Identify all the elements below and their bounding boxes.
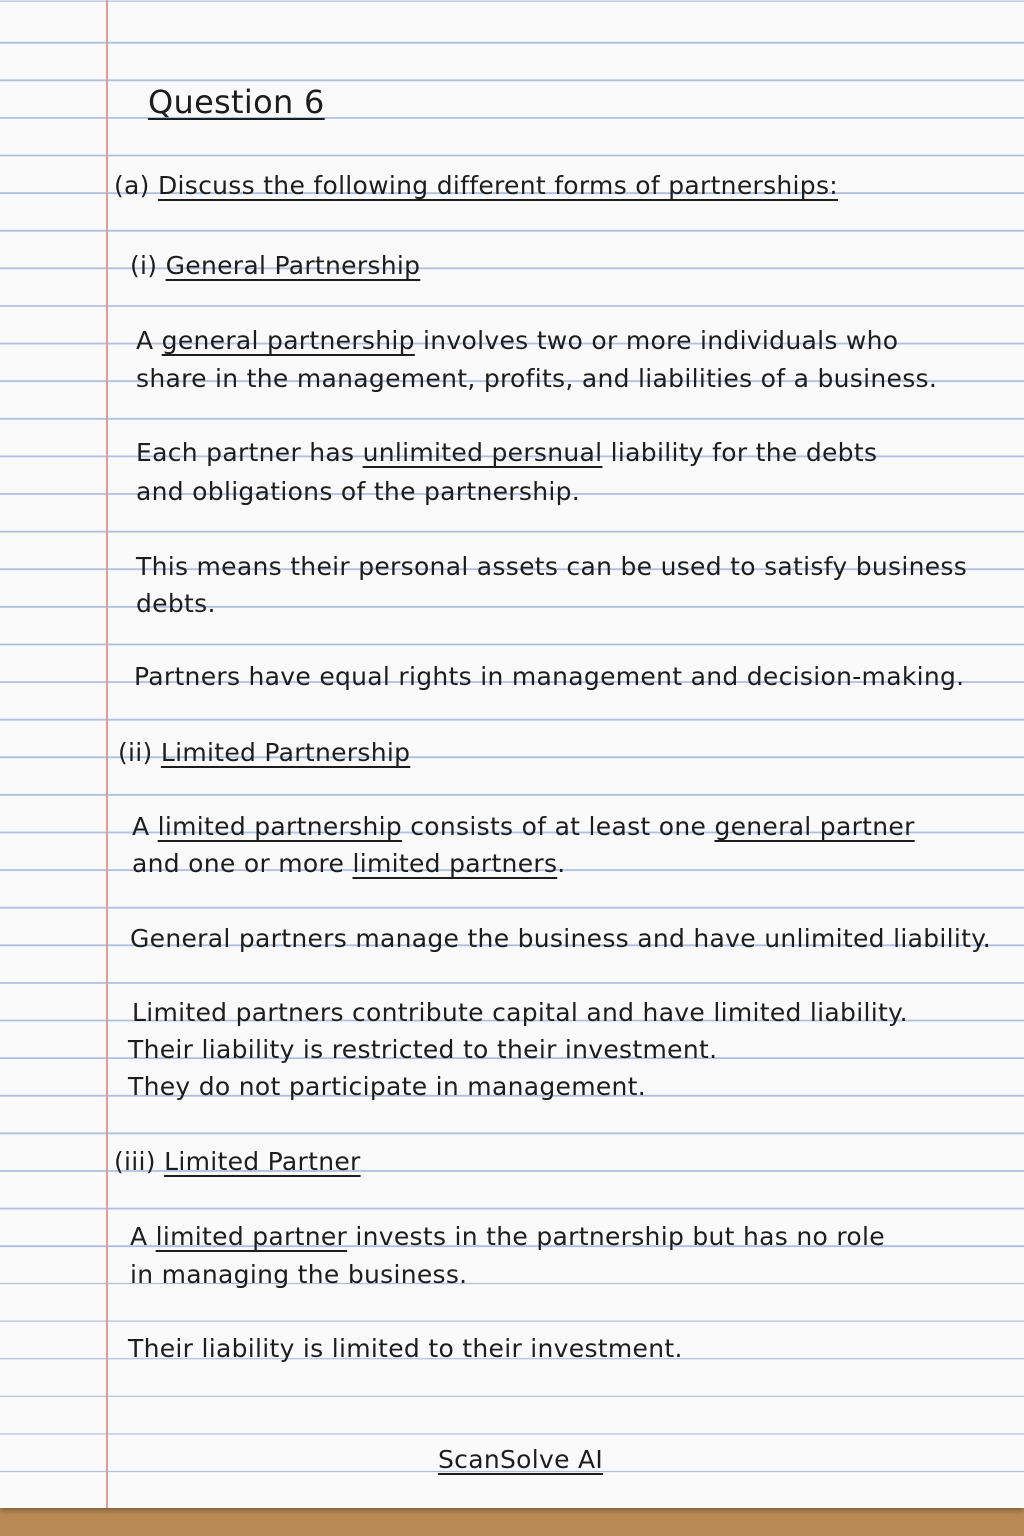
section-ii-p3-line2: Their liability is restricted to their investment. xyxy=(128,1035,718,1064)
section-ii-p3-line1: Limited partners contribute capital and have limited liability. xyxy=(132,998,908,1027)
part-a-label: (a) xyxy=(114,171,150,200)
section-iii-p1-line2: in managing the business. xyxy=(130,1260,468,1289)
part-a-text: Discuss the following different forms of partnerships: xyxy=(157,171,839,200)
section-i-p2-line1 xyxy=(136,440,877,465)
section-ii-heading xyxy=(118,740,410,765)
section-i-label: (i) xyxy=(130,251,158,280)
text-span: A xyxy=(132,812,150,841)
section-iii-label: (iii) xyxy=(114,1147,156,1176)
section-i-title: General Partnership xyxy=(165,251,421,280)
text-span: and one or more xyxy=(132,849,345,878)
text-span: Each partner has xyxy=(136,438,355,467)
text-span: invests in the partnership but has no role xyxy=(355,1222,885,1251)
signature: ScanSolve AI xyxy=(438,1445,604,1474)
section-i-p1-line2: share in the management, profits, and liabilities of a business. xyxy=(136,364,938,393)
section-i-heading xyxy=(130,253,420,278)
section-iii-p1-line1 xyxy=(130,1224,885,1249)
section-ii-label: (ii) xyxy=(118,738,153,767)
underlined-term: general partnership xyxy=(161,326,415,355)
underlined-term: unlimited persnual xyxy=(362,438,603,467)
underlined-term: general partner xyxy=(714,812,915,841)
text-span: A xyxy=(136,326,154,355)
text-span: A xyxy=(130,1222,148,1251)
text-span: liability for the debts xyxy=(610,438,878,467)
page-title: Question 6 xyxy=(148,83,325,121)
section-ii-p2: General partners manage the business and have unlimited liability. xyxy=(130,924,991,953)
section-ii-p1-line1 xyxy=(132,814,915,839)
section-ii-p3-line3: They do not participate in management. xyxy=(128,1072,647,1101)
text-span: consists of at least one xyxy=(410,812,707,841)
part-a-prompt xyxy=(114,173,838,198)
section-i-p1-line1 xyxy=(136,328,898,353)
underlined-term: limited partners xyxy=(352,849,558,878)
section-i-p3-line2: debts. xyxy=(136,589,216,618)
section-ii-p1-line2 xyxy=(132,851,566,876)
section-ii-title: Limited Partnership xyxy=(160,738,411,767)
section-i-p3-line1: This means their personal assets can be used to satisfy business xyxy=(136,552,968,581)
section-iii-title: Limited Partner xyxy=(164,1147,361,1176)
section-i-p2-line2: and obligations of the partnership. xyxy=(136,477,581,506)
text-span: involves two or more individuals who xyxy=(423,326,899,355)
section-iii-p2: Their liability is limited to their investment. xyxy=(128,1334,683,1363)
section-i-p4: Partners have equal rights in management and decision-making. xyxy=(134,662,965,691)
underlined-term: limited partnership xyxy=(157,812,403,841)
margin-line xyxy=(106,0,108,1508)
text-span: . xyxy=(557,849,566,878)
section-iii-heading xyxy=(114,1149,361,1174)
underlined-term: limited partner xyxy=(155,1222,348,1251)
